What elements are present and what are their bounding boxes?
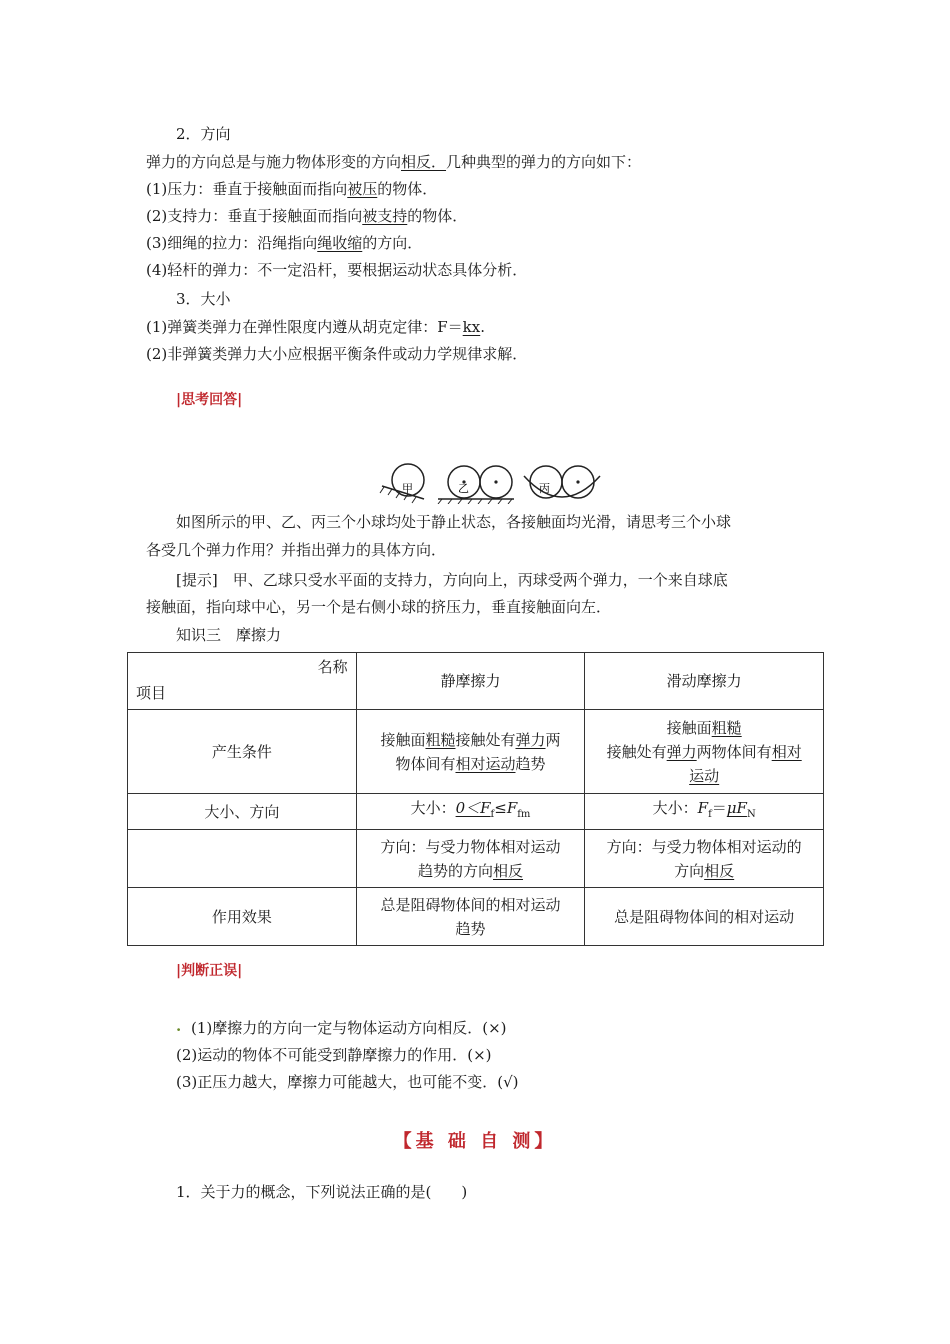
table-row xyxy=(128,653,824,710)
cell-static-magnitude: 大小：$0<F_f\le F_{fm}$ xyxy=(356,794,585,830)
header-sliding-friction: 滑动摩擦力 xyxy=(585,653,824,710)
row-label-empty xyxy=(128,830,357,888)
table-row xyxy=(128,830,824,888)
figure-label-yi: 乙 xyxy=(458,482,469,495)
list-item-support: (2)支持力：垂直于接触面而指向被支持的物体． xyxy=(146,207,468,225)
row-label-magnitude-direction: 大小、方向 xyxy=(128,794,357,830)
table-row xyxy=(128,794,824,830)
header-static-friction: 静摩擦力 xyxy=(356,653,585,710)
figure-label-jia: 甲 xyxy=(402,482,413,495)
list-item-pressure: (1)压力：垂直于接触面而指向被压的物体． xyxy=(146,180,438,198)
table-row xyxy=(128,888,824,946)
cell-sliding-direction: 方向：与受力物体相对运动的 方向相反 xyxy=(585,830,824,888)
self-test-title: 【基 础 自 测】 xyxy=(393,1131,557,1152)
judge-item-2: (2)运动的物体不可能受到静摩擦力的作用．(×) xyxy=(176,1046,492,1064)
judge-marker-dot: . xyxy=(176,1017,182,1035)
row-label-effect: 作用效果 xyxy=(128,888,357,946)
question-line-1: 如图所示的甲、乙、丙三个小球均处于静止状态，各接触面均光滑，请思考三个小球 xyxy=(176,513,732,531)
think-answer-tag: |思考回答| xyxy=(176,392,243,408)
cell-sliding-magnitude: 大小：$F_f=\mu F_N$ xyxy=(585,794,824,830)
row-label-conditions: 产生条件 xyxy=(128,710,357,794)
figure-label-bing: 丙 xyxy=(539,482,550,495)
section-heading-direction: 2．方向 xyxy=(176,125,231,143)
header-item-label: 项目 xyxy=(136,684,167,702)
hint-line-2: 接触面，指向球中心，另一个是右侧小球的挤压力，垂直接触面向左． xyxy=(146,598,612,616)
list-item-non-spring: (2)非弹簧类弹力大小应根据平衡条件或动力学规律求解． xyxy=(146,345,528,363)
table-row xyxy=(128,710,824,794)
cell-static-conditions: 接触面粗糙接触处有弹力两 物体间有相对运动趋势 xyxy=(356,710,585,794)
list-item-rod: (4)轻杆的弹力：不一定沿杆，要根据运动状态具体分析． xyxy=(146,261,528,279)
question-1: 1．关于力的概念，下列说法正确的是( ) xyxy=(176,1183,468,1201)
list-item-rope: (3)细绳的拉力：沿绳指向绳收缩的方向． xyxy=(146,234,423,252)
friction-table xyxy=(127,652,824,946)
list-item-hooke: (1)弹簧类弹力在弹性限度内遵从胡克定律：F＝kx. xyxy=(146,318,486,336)
section-heading-magnitude: 3．大小 xyxy=(176,290,231,308)
cell-sliding-effect: 总是阻碍物体间的相对运动 xyxy=(585,888,824,946)
paragraph-direction-intro: 弹力的方向总是与施力物体形变的方向相反．几种典型的弹力的方向如下： xyxy=(146,153,642,171)
knowledge-three-heading: 知识三 摩擦力 xyxy=(176,626,282,644)
question-line-2: 各受几个弹力作用？并指出弹力的具体方向． xyxy=(146,541,447,559)
corner-header-cell xyxy=(128,653,357,710)
judge-tag: |判断正误| xyxy=(176,963,243,979)
balls-figure xyxy=(378,462,608,504)
judge-item-1: (1)摩擦力的方向一定与物体运动方向相反．(×) xyxy=(191,1019,507,1037)
cell-sliding-conditions: 接触面粗糙 接触处有弹力两物体间有相对 运动 xyxy=(585,710,824,794)
judge-item-3: (3)正压力越大，摩擦力可能越大，也可能不变．(√) xyxy=(176,1073,519,1091)
hint-line-1: [提示] 甲、乙球只受水平面的支持力，方向向上，丙球受两个弹力，一个来自球底 xyxy=(176,571,728,589)
cell-static-direction: 方向：与受力物体相对运动 趋势的方向相反 xyxy=(356,830,585,888)
cell-static-effect: 总是阻碍物体间的相对运动 趋势 xyxy=(356,888,585,946)
header-name-label: 名称 xyxy=(317,658,348,676)
